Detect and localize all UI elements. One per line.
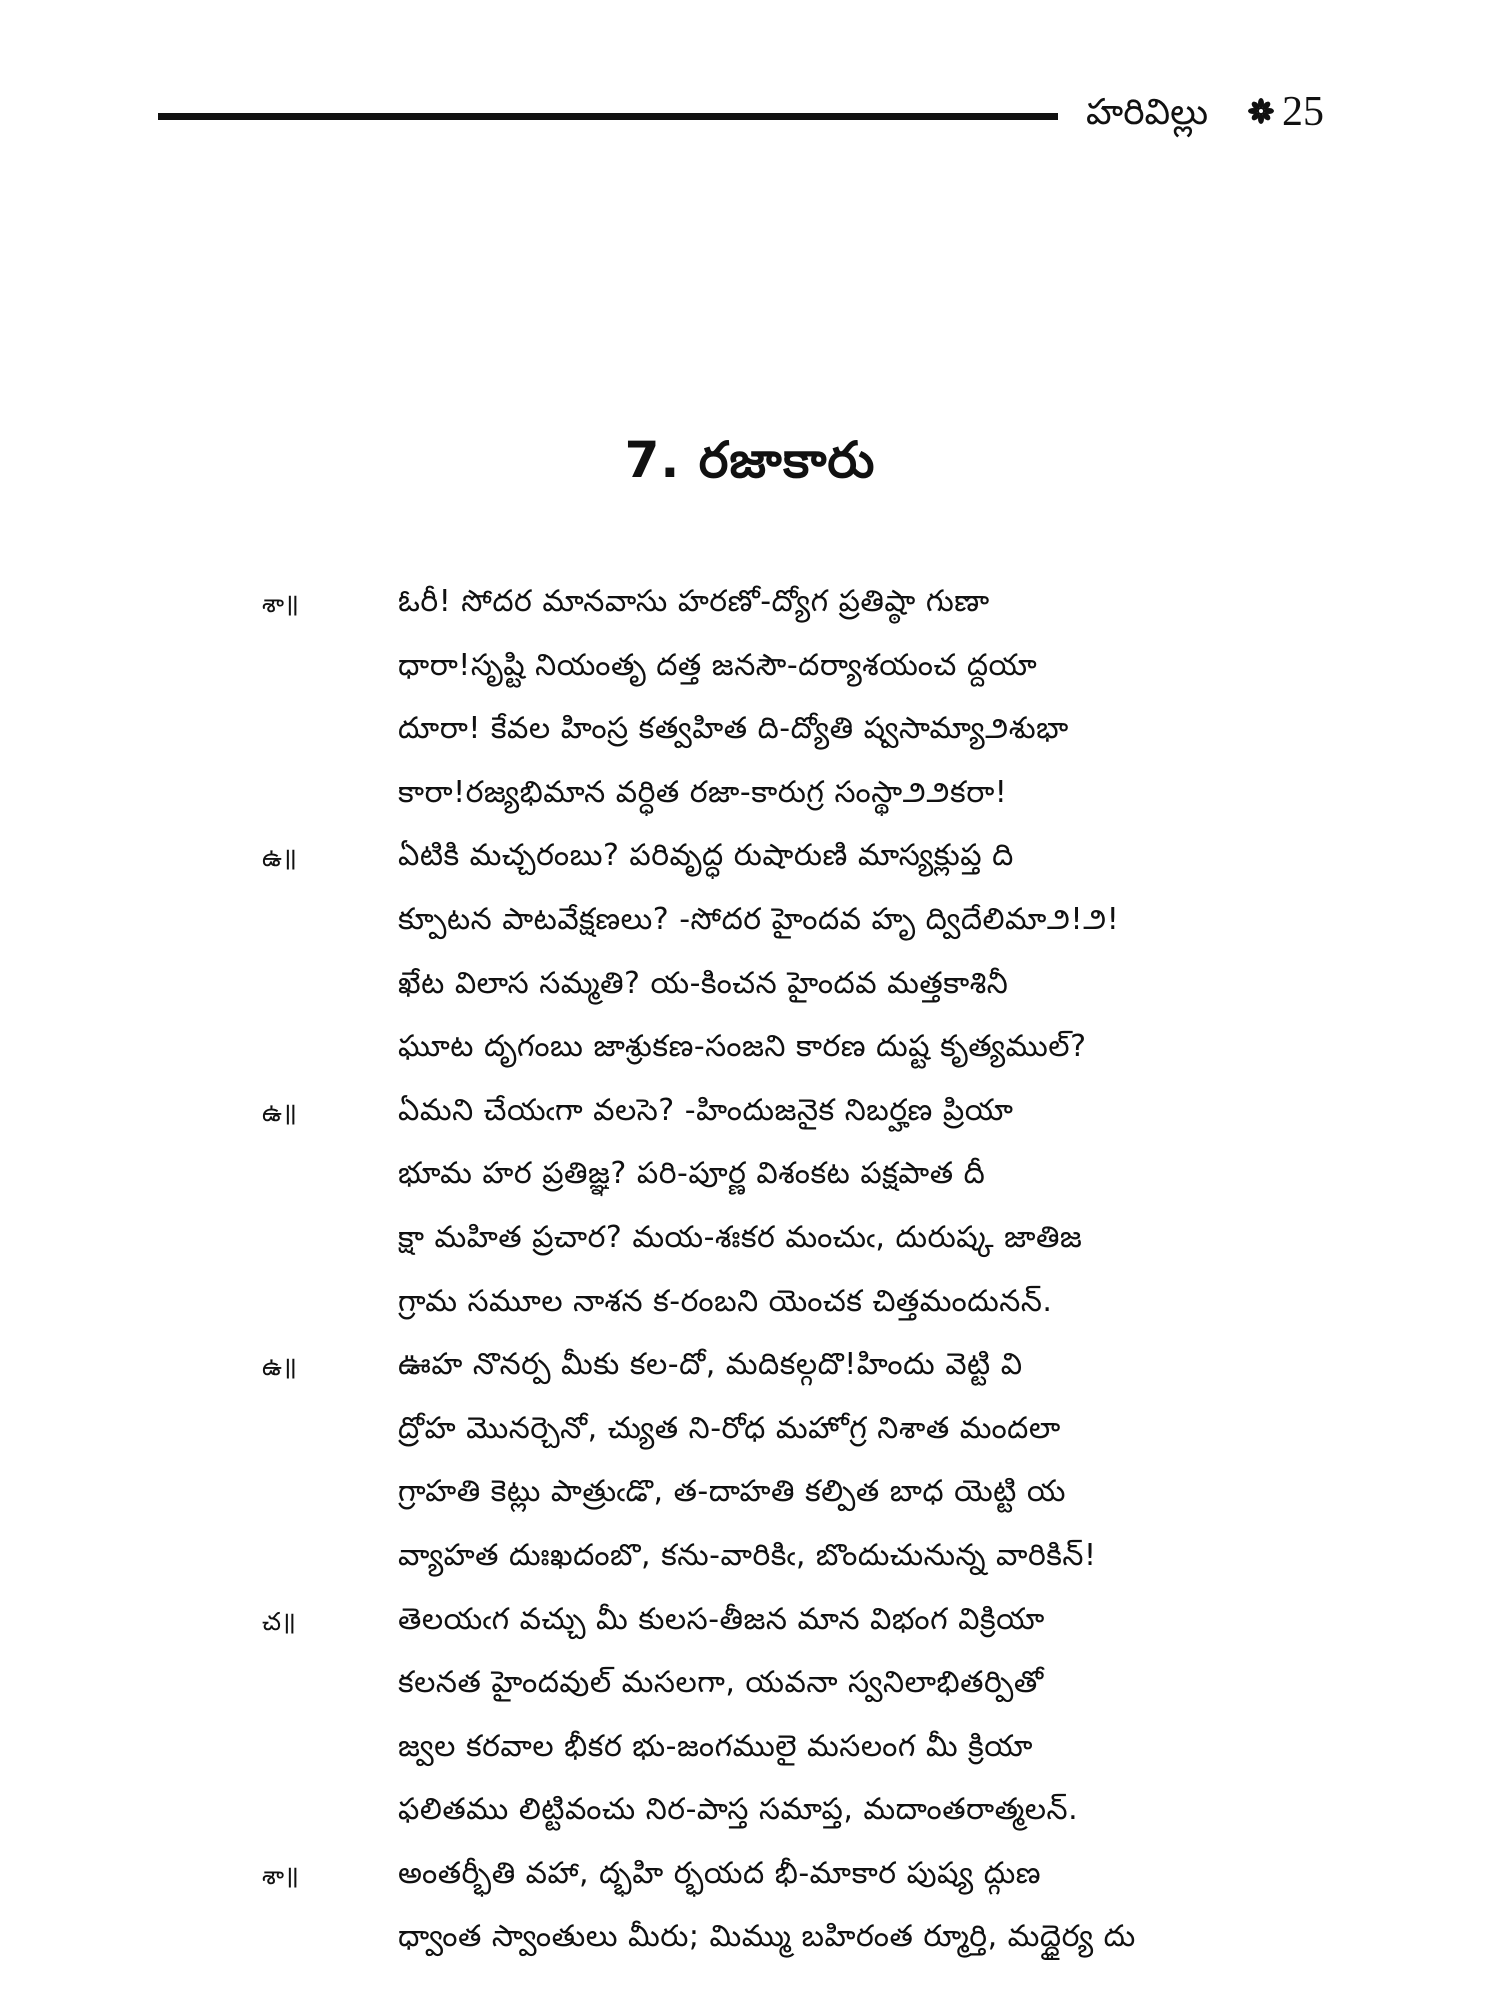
poem-line <box>0 832 1500 896</box>
poem-line <box>0 896 1500 960</box>
meter-label: ఉ॥ <box>262 1352 297 1382</box>
verse-text: ఓరీ! సోదర మానవాసు హరణో-ద్యోగ ప్రతిష్ఠా గుణా <box>398 584 990 619</box>
verse-text: తెలయఁగ వచ్చు మీ కులస-తీజన మాన విభంగ విక్రియా <box>398 1601 1045 1637</box>
poem-line <box>0 1023 1500 1087</box>
verse-text: ద్రోహ మొనర్చెనో, చ్యుత ని-రోధ మహోగ్ర నిశాత మందలా <box>398 1410 1061 1446</box>
verse-text: భూమ హర ప్రతిజ్ఞ? పరి-పూర్ణ విశంకట పక్షపాత దీ <box>398 1156 986 1192</box>
poem-line <box>0 1468 1500 1532</box>
header-rule <box>158 113 1058 120</box>
verse-text: గ్రాహతి కెట్లు పాత్రుఁడొ, త-దాహతి కల్పిత బాధ యెట్టి య <box>398 1474 1066 1510</box>
poem-line <box>0 960 1500 1024</box>
poem-line <box>0 1087 1500 1151</box>
verse-text: గ్రామ సమూల నాశన క-రంబని యెంచక చిత్తమందునన్. <box>398 1283 1053 1319</box>
poem-line <box>0 642 1500 706</box>
meter-label: శా॥ <box>262 589 300 618</box>
poem-line <box>0 1850 1500 1914</box>
poem-line <box>0 1405 1500 1469</box>
verse-text: ఊహ నొనర్ప మీకు కల-దో, మదికల్గదొ!హిందు వెట్టి వి <box>398 1347 1023 1383</box>
poem-line <box>0 1596 1500 1660</box>
meter-label: ఉ॥ <box>262 1097 297 1127</box>
poem-line <box>0 578 1500 642</box>
poem-line <box>0 1723 1500 1787</box>
flower-ornament-icon <box>1248 98 1274 124</box>
page-number: 25 <box>1282 89 1324 135</box>
running-header <box>158 84 1338 144</box>
verse-text: ఏటికి మచ్చరంబు? పరివృద్ధ రుషారుణి మాస్యక్లుప్త ది <box>398 838 1014 874</box>
verse-text: ఘూట దృగంబు జాశ్రుకణ-సంజని కారణ దుష్ట కృత్యముల్? <box>398 1029 1087 1065</box>
poem-line <box>0 1786 1500 1850</box>
poem-line <box>0 1214 1500 1278</box>
verse-text: ఫలితము లిట్టివంచు నిర-పాస్త సమాప్త, మదాంతరాత్మలన్. <box>398 1792 1079 1828</box>
poem-body <box>0 578 1500 1977</box>
verse-text: క్షా మహిత ప్రచార? మయ-శఃకర మంచుఁ, దురుష్క జాతిజ <box>398 1219 1083 1255</box>
verse-text: క్పూటన పాటవేక్షణలు? -సోదర హైందవ హృ ద్విదేలిమా౨!౨! <box>398 901 1120 937</box>
poem-line <box>0 1278 1500 1342</box>
poem-line <box>0 1913 1500 1977</box>
meter-label: ఉ॥ <box>262 843 297 873</box>
poem-line <box>0 1150 1500 1214</box>
poem-line <box>0 1659 1500 1723</box>
verse-text: జ్వల కరవాల భీకర భు-జంగములై మసలంగ మీ క్రియా <box>398 1728 1034 1764</box>
verse-text: ఏమని చేయఁగా వలసె? -హిందుజనైక నిబర్హణ ప్రియా <box>398 1092 1014 1128</box>
poem-line <box>0 705 1500 769</box>
verse-text: వ్యాహత దుఃఖదంబొ, కను-వారికిఁ, బొందుచునున్న వారికిన్! <box>398 1537 1097 1573</box>
header-title: హరివిల్లు <box>1086 92 1209 133</box>
verse-text: అంతర్భీతి వహా, ద్భహి ర్భయద భీ-మాకార పుష్య ద్గుణ <box>398 1855 1042 1891</box>
verse-text: ఖేట విలాస సమ్మతి? య-కించన హైందవ మత్తకాశినీ <box>398 965 1009 1001</box>
verse-text: ధారా!సృష్టి నియంతృ దత్త జనసౌ-దర్యాశయంచ ద్దయా <box>398 647 1038 683</box>
poem-line <box>0 1341 1500 1405</box>
verse-text: కారా!రజ్యభిమాన వర్ధిత రజా-కారుగ్ర సంస్థా౨౨కరా! <box>398 774 1008 810</box>
chapter-title: 7. రజాకారు <box>624 431 876 489</box>
meter-label: శా॥ <box>262 1860 300 1890</box>
verse-text: ధ్వాంత స్వాంతులు మీరు; మిమ్ము బహిరంత ర్మూర్తి, మద్ధైర్య దు <box>398 1919 1136 1955</box>
poem-line <box>0 1532 1500 1596</box>
verse-text: కలనత హైందవుల్ మసలగా, యవనా స్వనిలాభితర్పితో <box>398 1665 1044 1701</box>
meter-label: చ॥ <box>262 1606 296 1636</box>
poem-line <box>0 769 1500 833</box>
verse-text: దూరా! కేవల హింస్ర కత్వహిత ది-ద్యోతి ష్వసామ్యా౨శుభా <box>398 711 1069 747</box>
